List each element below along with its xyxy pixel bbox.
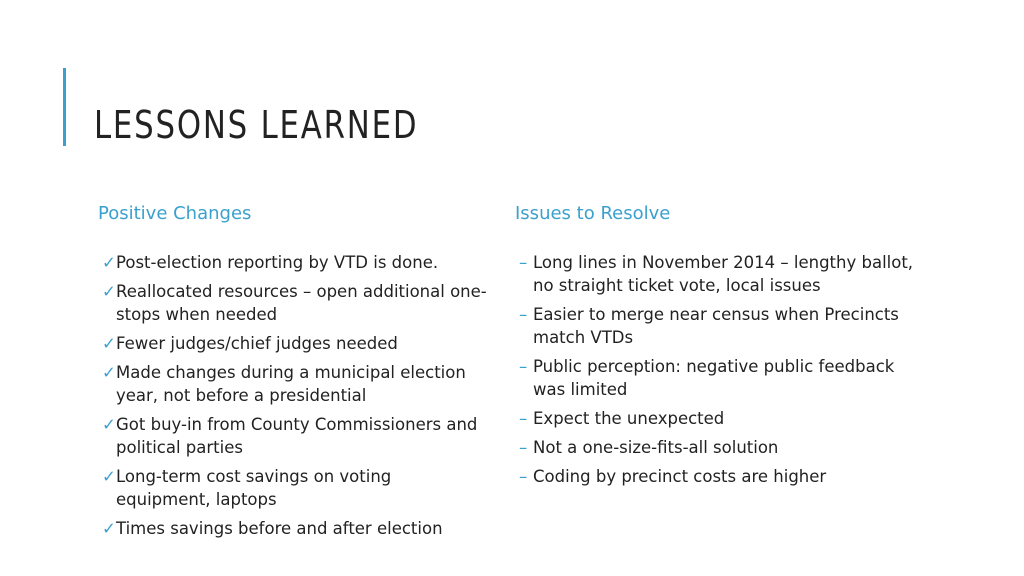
- dash-icon: –: [519, 466, 528, 486]
- checkmark-icon: ✓: [102, 518, 116, 538]
- checkmark-icon: ✓: [102, 466, 116, 486]
- list-item: ✓Post-election reporting by VTD is done.: [102, 252, 439, 272]
- issues-to-resolve-column: [515, 203, 915, 494]
- checkmark-icon: ✓: [102, 362, 116, 382]
- positive-changes-heading: Positive Changes: [98, 203, 252, 224]
- checkmark-icon: ✓: [102, 414, 116, 434]
- dash-icon: –: [519, 304, 528, 324]
- dash-icon: –: [519, 252, 528, 272]
- dash-icon: –: [519, 408, 528, 428]
- issues-to-resolve-list: [515, 251, 915, 488]
- positive-changes-list: [98, 251, 488, 540]
- dash-icon: –: [519, 356, 528, 376]
- list-item: – Expect the unexpected: [519, 408, 725, 428]
- issues-to-resolve-heading: Issues to Resolve: [515, 203, 671, 224]
- checkmark-icon: ✓: [102, 281, 116, 301]
- list-item: – Long lines in November 2014 – lengthy ballot, no straight ticket vote, local issues: [519, 252, 914, 295]
- list-item: ✓Long-term cost savings on voting equipment, laptops: [102, 466, 392, 509]
- positive-changes-column: [98, 203, 488, 546]
- list-item: ✓Reallocated resources – open additional one-stops when needed: [102, 281, 487, 324]
- list-item: ✓Times savings before and after election: [102, 518, 443, 538]
- list-item: ✓Got buy-in from County Commissioners and political parties: [102, 414, 478, 457]
- title-accent-bar: [63, 68, 66, 146]
- list-item: – Easier to merge near census when Precincts match VTDs: [519, 304, 899, 347]
- checkmark-icon: ✓: [102, 252, 116, 272]
- dash-icon: –: [519, 437, 528, 457]
- list-item: ✓Made changes during a municipal election year, not before a presidential: [102, 362, 466, 405]
- list-item: – Not a one-size-fits-all solution: [519, 437, 779, 457]
- list-item: – Public perception: negative public feedback was limited: [519, 356, 895, 399]
- list-item: – Coding by precinct costs are higher: [519, 466, 827, 486]
- list-item: ✓Fewer judges/chief judges needed: [102, 333, 398, 353]
- slide-title: LESSONS LEARNED: [94, 103, 419, 148]
- checkmark-icon: ✓: [102, 333, 116, 353]
